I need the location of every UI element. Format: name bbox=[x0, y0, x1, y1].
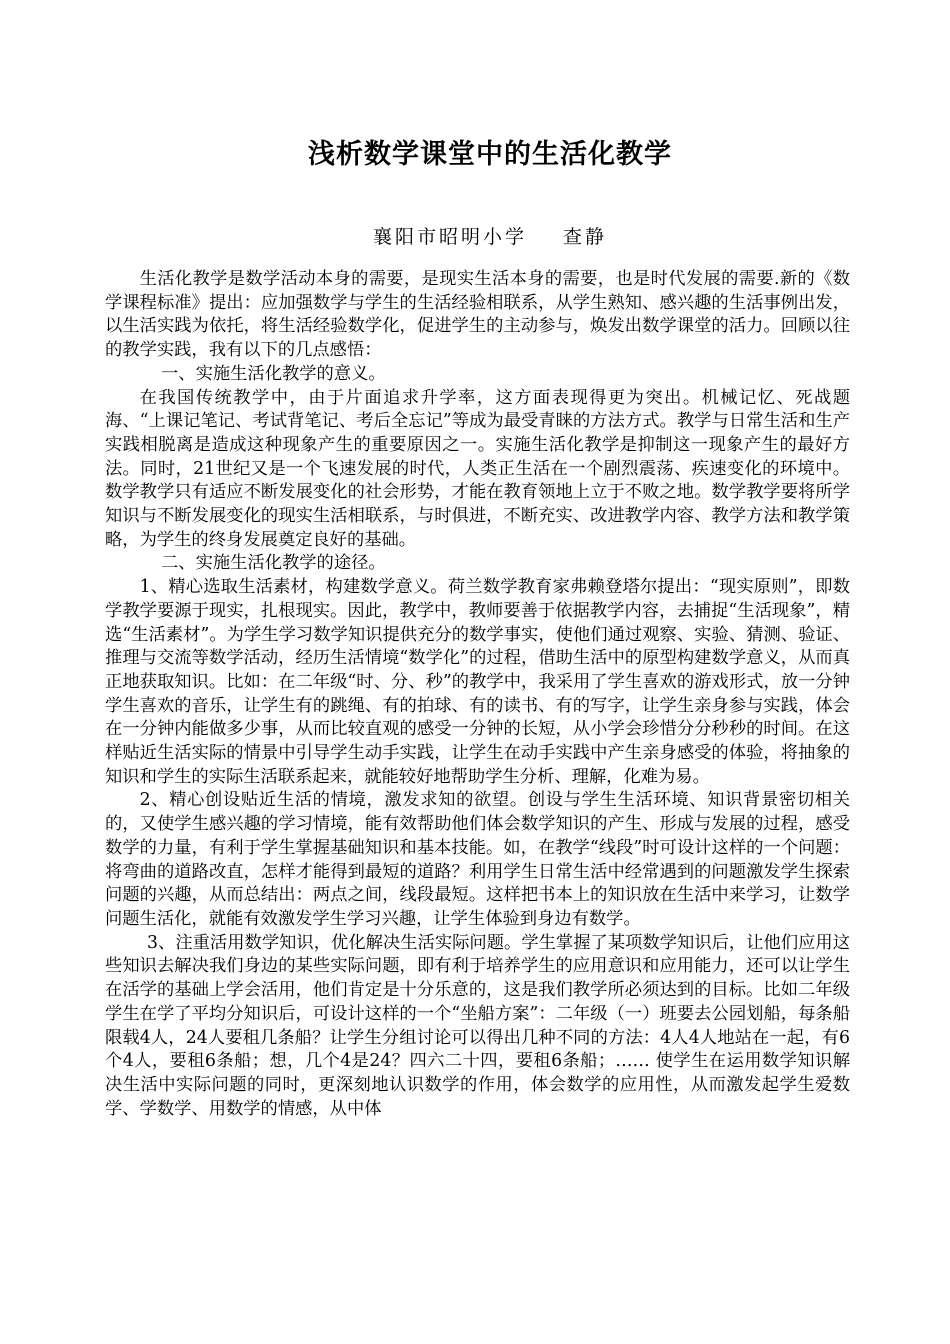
author-name: 查静 bbox=[563, 226, 608, 248]
paragraph-approach-3: 3、注重活用数学知识，优化解决生活实际问题。学生掌握了某项数学知识后，让他们应用这些知识去解决我们身边的某些实际问题，即有利于培养学生的应用意识和应用能力，还可以让学生在活学的基础上学会活用，他们肯定是十分乐意的，这是我们教学所必须达到的目标。比如二年级学生在学了平均分知识后，可设计这样的一个“坐船方案”：二年级（一）班要去公园划船，每条船限载4人，24人要租几条船？让学生分组讨论可以得出几种不同的方法：4人4人地站在一起，有6个4人，要租6条船；想，几个4是24？四六二十四，要租6条船；…… 使学生在运用数学知识解决生活中实际问题的同时，更深刻地认识数学的作用，体会数学的应用性，从而激发起学生爱数学、学数学、用数学的情感，从中体 bbox=[105, 932, 850, 1119]
author-school: 襄阳市昭明小学 bbox=[372, 226, 527, 248]
section-heading-2: 二、实施生活化教学的途径。 bbox=[161, 553, 386, 574]
paragraph-significance: 在我国传统教学中，由于片面追求升学率，这方面表现得更为突出。机械记忆、死战题海、“上课记笔记、考试背笔记、考后全忘记”等成为最受青睐的方法方式。教学与日常生活和生产实践相脱离是造成这种现象产生的重要原因之一。实施生活化教学是抑制这一现象产生的最好方法。同时，21世纪又是一个飞速发展的时代，人类正生活在一个剧烈震荡、疾速变化的环境中。数学教学只有适应不断发展变化的社会形势，才能在教育领地上立于不败之地。数学教学要将所学知识与不断发展变化的现实生活相联系，与时俱进，不断充实、改进教学内容、教学方法和教学策略，为学生的终身发展奠定良好的基础。 bbox=[105, 387, 850, 550]
paragraph-intro: 生活化教学是数学活动本身的需要，是现实生活本身的需要，也是时代发展的需要.新的《数学课程标准》提出：应加强数学与学生的生活经验相联系，从学生熟知、感兴趣的生活事例出发，以生活实践为依托，将生活经验数学化，促进学生的主动参与，焕发出数学课堂的活力。回顾以往的教学实践，我有以下的几点感悟： bbox=[105, 269, 850, 361]
section-heading-1: 一、实施生活化教学的意义。 bbox=[161, 363, 386, 384]
article-body bbox=[105, 268, 850, 1121]
paragraph-approach-2: 2、精心创设贴近生活的情境，激发求知的欲望。创设与学生生活环境、知识背景密切相关的，又使学生感兴趣的学习情境，能有效帮助他们体会数学知识的产生、形成与发展的过程，感受数学的力量，有利于学生掌握基础知识和基本技能。如，在教学“线段”时可设计这样的一个问题：将弯曲的道路改直，怎样才能得到最短的道路？利用学生日常生活中经常遇到的问题激发学生探索问题的兴趣，从而总结出：两点之间，线段最短。这样把书本上的知识放在生活中来学习，让数学问题生活化，就能有效激发学生学习兴趣，让学生体验到身边有数学。 bbox=[105, 790, 850, 929]
paragraph-approach-1: 1、精心选取生活素材，构建数学意义。荷兰数学教育家弗赖登塔尔提出：“现实原则”，即数学教学要源于现实，扎根现实。因此，教学中，教师要善于依据教学内容，去捕捉“生活现象”，精选“生活素材”。为学生学习数学知识提供充分的数学事实，使他们通过观察、实验、猜测、验证、推理与交流等数学活动，经历生活情境“数学化”的过程，借助生活中的原型构建数学意义，从而真正地获取知识。比如：在二年级“时、分、秒”的教学中，我采用了学生喜欢的游戏形式，放一分钟学生喜欢的音乐，让学生有的跳绳、有的拍球、有的读书、有的写字，让学生亲身参与实践，体会在一分钟内能做多少事，从而比较直观的感受一分钟的长短，从小学会珍惜分分秒秒的时间。在这样贴近生活实际的情景中引导学生动手实践，让学生在动手实践中产生亲身感受的体验，将抽象的知识和学生的实际生活联系起来，就能较好地帮助学生分析、理解，化难为易。 bbox=[105, 577, 850, 787]
page-title: 浅析数学课堂中的生活化教学 bbox=[308, 139, 672, 170]
author-line bbox=[0, 222, 950, 249]
